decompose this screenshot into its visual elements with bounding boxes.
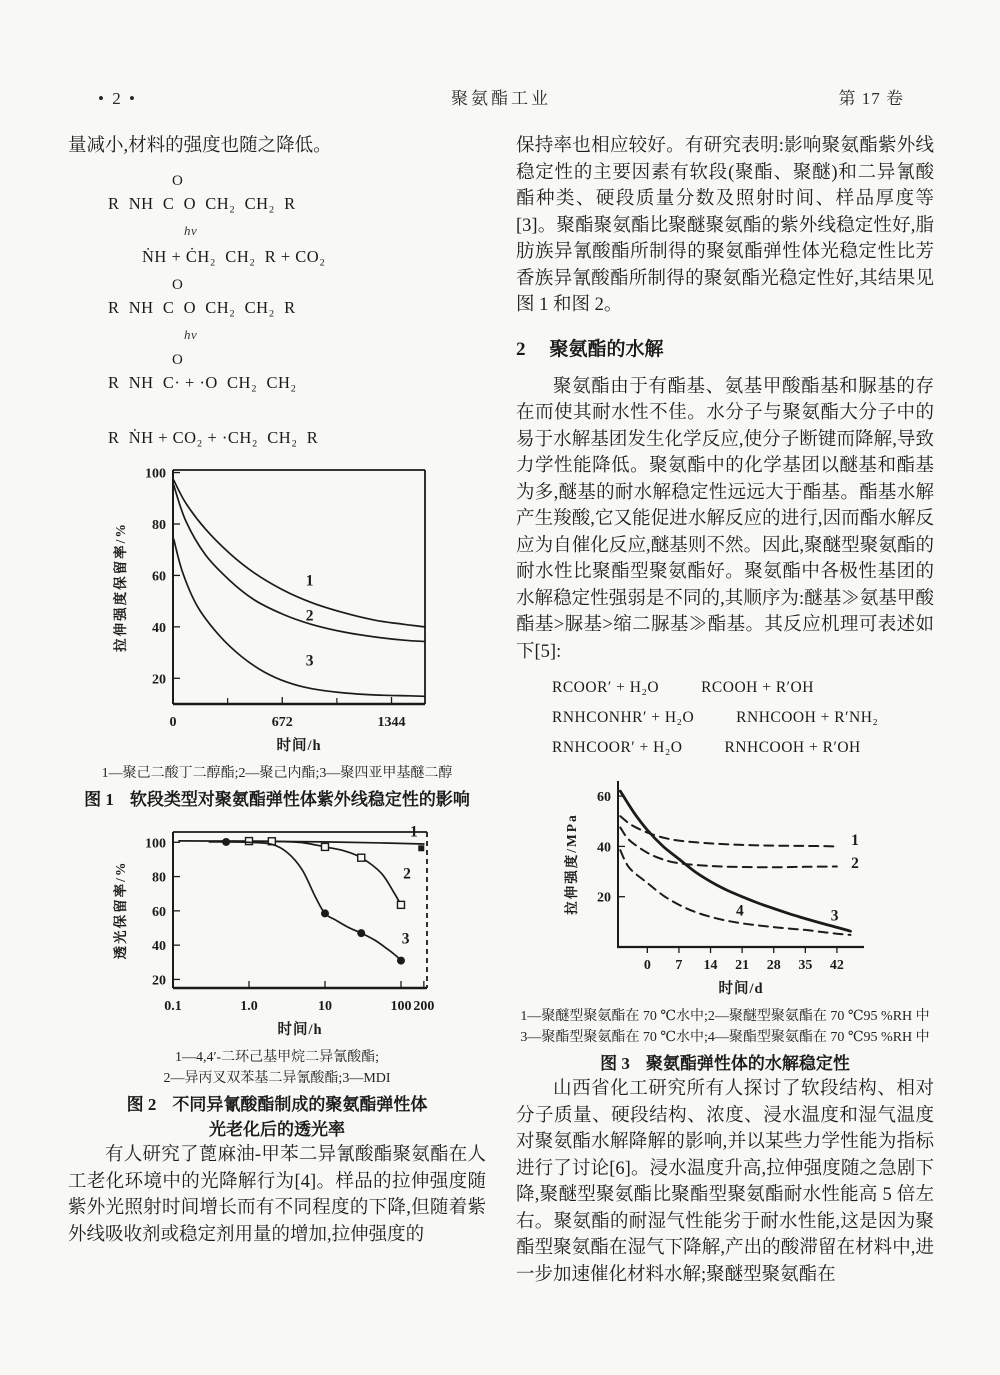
scheme-line-7: hν [184,327,198,342]
figure-1-label: 图 1 [84,790,114,809]
figure-3-label: 图 3 [600,1054,630,1073]
section-title: 聚氨酯的水解 [549,338,664,360]
svg-text:20: 20 [152,973,166,989]
hydrolysis-equations [552,673,934,763]
figure-2 [68,822,486,1142]
figure-3-note-2: 3—聚酯型聚氨酯在 70 ℃水中;4—聚酯型聚氨酯在 70 ℃95 %RH 中 [520,1030,930,1045]
figure-1 [68,458,486,812]
figure-2-note-1: 1—4,4′-二环己基甲烷二异氰酸酯; [174,1050,380,1065]
svg-text:2: 2 [851,854,859,872]
figure-2-chart [109,822,445,1042]
svg-text:21: 21 [735,958,750,973]
equation-2: RNHCONHR′ + H₂O RNHCOOH + R′NH₂ [552,709,879,726]
svg-text:672: 672 [271,715,293,730]
svg-text:100: 100 [145,836,166,852]
figure-3-note-1: 1—聚醚型聚氨酯在 70 ℃水中;2—聚醚型聚氨酯在 70 ℃95 %RH 中 [520,1009,930,1024]
svg-text:40: 40 [152,939,166,955]
svg-text:2: 2 [403,865,411,883]
figure-1-caption [68,787,486,812]
right-paragraph-3: 山西省化工研究所有人探讨了软段结构、相对分子质量、硬段结构、浓度、浸水温度和湿气温度对聚氨酯水解降解的影响,并以某些力学性能为指标进行了讨论[6]。浸水温度升高,拉伸强度随之急剧下降,聚醚型聚氨酯比聚酯型聚氨酯耐水性能高 5 倍左右。聚氨酯的耐湿气性能劣于耐水性能,这是因为聚酯型聚氨酯在湿气下降解,产出的酸滞留在材料中,进一步加速催化材料水解;聚醚型聚氨酯在 [516,1079,934,1285]
svg-text:100: 100 [145,466,166,482]
section-heading [516,334,934,361]
svg-text:时间/d: 时间/d [718,981,764,997]
scheme-line-6: R NH C O CH₂ CH₂ R [108,297,296,317]
svg-text:28: 28 [766,958,781,973]
svg-text:2: 2 [305,607,314,625]
svg-text:7: 7 [675,958,683,973]
svg-text:0: 0 [643,958,651,973]
left-column [68,133,486,1288]
svg-text:80: 80 [152,870,166,886]
two-column-layout [68,133,934,1288]
svg-text:20: 20 [152,672,166,688]
svg-text:3: 3 [401,930,410,948]
svg-text:0.1: 0.1 [164,999,182,1014]
svg-text:时间/h: 时间/h [277,1022,323,1038]
svg-text:3: 3 [305,652,314,670]
figure-2-chart-wrap [68,822,486,1047]
equation-3: RNHCOOR′ + H₂O RNHCOOH + R′OH [552,739,861,756]
journal-title: 聚氨酯工业 [451,89,551,108]
figure-3-caption [516,1051,934,1076]
figure-2-title-line1: 不同异氰酸酯制成的聚氨酯弹性体 [172,1095,428,1114]
section-number: 2 [516,338,526,360]
svg-text:拉伸强度保留率/%: 拉伸强度保留率/% [113,522,128,652]
svg-text:35: 35 [798,958,813,973]
svg-text:1: 1 [410,823,418,841]
svg-text:200: 200 [413,999,435,1014]
reaction-scheme [68,174,486,447]
page-header [98,84,904,109]
svg-text:60: 60 [152,569,166,585]
equation-1: RCOOR′ + H₂O RCOOH + R′OH [552,679,814,696]
svg-text:1344: 1344 [377,715,406,730]
scheme-line-1: O [172,172,184,189]
right-paragraph-1: 保持率也相应较好。有研究表明:影响聚氨酯紫外线稳定性的主要因素有软段(聚酯、聚醚)和二异氰酸酯种类、硬段质量分数及照射时间、样品厚度等[3]。聚酯聚氨酯比聚醚聚氨酯的紫外线稳定性好,脂肪族异氰酸酯所制得的聚氨酯弹性体光稳定性比芳香族异氰酸酯所制得的聚氨酯光稳定性好,其结果见图 1 和图 2。 [516,136,934,315]
svg-text:拉伸强度/MPa: 拉伸强度/MPa [564,813,579,915]
page-number: • 2 • [98,89,137,108]
svg-text:40: 40 [152,620,166,636]
right-column [516,133,934,1288]
scheme-line-9: R NH C· + ·O CH₂ CH₂ [108,373,297,392]
svg-text:0: 0 [169,715,177,730]
scheme-line-4: ṄH + ĊH₂ CH₂ R + CO₂ [142,247,326,266]
svg-text:100: 100 [390,999,412,1014]
figure-3-title: 聚氨酯弹性体的水解稳定性 [645,1054,850,1073]
scheme-line-10: R ṄH + CO₂ + ·CH₂ CH₂ R [108,427,319,447]
svg-text:1: 1 [851,832,859,850]
svg-text:时间/h: 时间/h [276,738,322,754]
figure-2-label: 图 2 [126,1095,157,1114]
svg-text:10: 10 [317,999,332,1014]
figure-2-caption [68,1092,486,1117]
figure-3-chart [560,771,890,1001]
svg-text:60: 60 [597,790,611,806]
svg-text:透光保留率/%: 透光保留率/% [113,860,128,960]
scheme-line-8: O [172,352,184,368]
figure-1-note: 1—聚己二酸丁二醇酯;2—聚己内酯;3—聚四亚甲基醚二醇 [101,766,453,781]
svg-text:3: 3 [830,907,839,925]
scheme-line-3: hν [184,223,198,238]
right-paragraph-2: 聚氨酯由于有酯基、氨基甲酸酯基和脲基的存在而使其耐水性不佳。水分子与聚氨酯大分子中的易于水解基团发生化学反应,使分子断键而降解,导致力学性能降低。聚氨酯中的化学基团以醚基和酯基为多,醚基的耐水解稳定性远远大于酯基。酯基水解产生羧酸,它又能促进水解反应的进行,因而酯水解反应为自催化反应,醚基则不然。因此,聚醚型聚氨酯的耐水性比聚酯型聚氨酯好。聚氨酯中各极性基团的水解稳定性强弱是不同的,其顺序为:醚基≫氨基甲酸酯基>脲基>缩二脲基≫酯基。其反应机理可表述如下[5]: [516,376,934,662]
svg-text:80: 80 [152,518,166,533]
figure-1-chart-wrap [68,458,486,763]
svg-text:4: 4 [735,902,744,920]
figure-3-chart-wrap [516,771,934,1006]
svg-text:42: 42 [829,958,844,973]
svg-text:40: 40 [597,840,611,856]
scheme-line-5: O [172,276,184,293]
figure-1-chart [109,458,445,758]
svg-text:14: 14 [703,958,718,973]
figure-2-caption-line2 [68,1117,486,1142]
figure-2-note-2: 2—异丙叉双苯基二异氰酸酯;3—MDI [163,1071,391,1086]
svg-text:1: 1 [305,572,314,590]
svg-text:20: 20 [597,890,611,906]
intro-line: 量减小,材料的强度也随之降低。 [68,136,332,156]
volume-label: 第 17 卷 [838,89,905,108]
figure-1-title: 软段类型对聚氨酯弹性体紫外线稳定性的影响 [129,790,470,809]
svg-text:60: 60 [152,904,166,920]
scheme-line-2: R NH C O CH₂ CH₂ R [108,193,296,213]
figure-3 [516,771,934,1076]
svg-text:1.0: 1.0 [240,999,258,1014]
figure-2-title-line2: 光老化后的透光率 [209,1120,345,1139]
left-paragraph: 有人研究了蓖麻油-甲苯二异氰酸酯聚氨酯在人工老化环境中的光降解行为[4]。样品的拉伸强度随紫外光照射时间增长而有不同程度的下降,但随着紫外线吸收剂或稳定剂用量的增加,拉伸强度的 [68,1145,486,1245]
